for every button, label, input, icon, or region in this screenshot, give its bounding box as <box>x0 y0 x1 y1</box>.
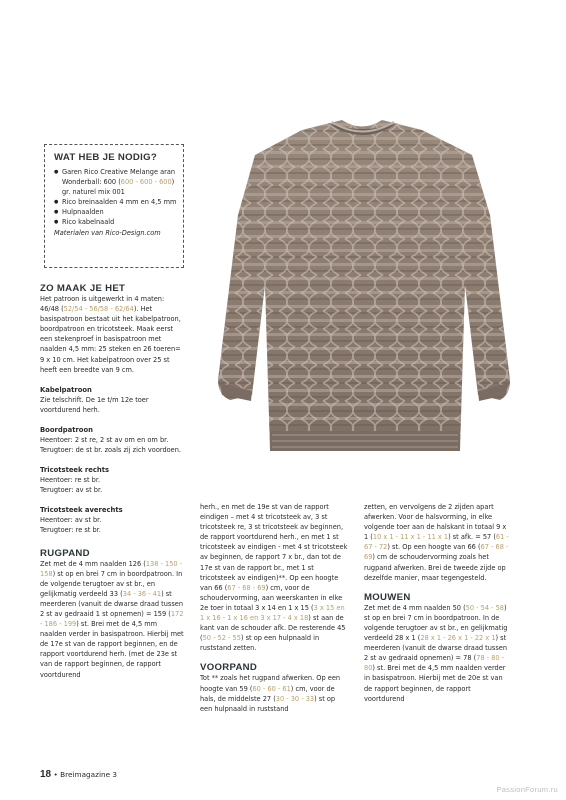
voorpand-continued-text: zetten, en vervolgens de 2 zijden apart afwerken. Voor de halsvorming, in elke volgende toer aan de halskant in totaal 9 x 1 (10 x 1 - 11 x 1 - 11 x 1) st afk. = 57 (61 - 67 - 72) st. Op een hoogte van 66 (67 - 68 - 69) cm de schoudervorming zoals het rugpand afwerken. Brei de tweede zijde op dezelfde manier, maar tegengesteld. <box>364 503 509 582</box>
materials-item: ● Rico breinaalden 4 mm en 4,5 mm <box>54 197 183 207</box>
materials-box <box>44 144 184 268</box>
tricot-rechts-text: Heentoer: re st br. <box>40 476 101 485</box>
kabelpatroon-text: Zie telschrift. De 1e t/m 12e toer voortdurend herh. <box>40 395 149 414</box>
subheading-kabelpatroon: Kabelpatroon <box>40 385 92 394</box>
heading-rugpand: RUGPAND <box>40 547 90 559</box>
footer-bullet: • <box>53 770 58 779</box>
heading-zo-maak-je-het: ZO MAAK JE HET <box>40 283 126 294</box>
materials-title: WAT HEB JE NODIG? <box>54 152 157 163</box>
rugpand-text: Zet met de 4 mm naalden 126 (138 - 150 - 158) st op en brei 7 cm in boordpatroon. In de volgende terugtoer av st br., en gelijkmatig verdeeld 33 (34 - 36 - 41) st meerderen (vanuit de dwarse draad tussen 2 st av gedraaid 1 st opnemen) = 159 (172 - 186 - 199) st. Brei met de 4,5 mm naalden verder in basispatroon. Hierbij met de 17e st van de rapport beginnen, en de rapport voortdurend herh. (met de 23e st van de rapport beginnen, de rapport voortdurend <box>40 559 184 679</box>
subheading-tricotsteek-averechts: Tricotsteek averechts <box>40 506 123 515</box>
column-right <box>364 502 512 704</box>
tricot-averechts-text: Heentoer: av st br. <box>40 516 102 525</box>
page-footer <box>40 769 117 780</box>
subheading-tricotsteek-rechts: Tricotsteek rechts <box>40 466 110 475</box>
mouwen-text: Zet met de 4 mm naalden 50 (50 - 54 - 58) st op en brei 7 cm in boordpatroon. In de volgende terugtoer av st br., en gelijkmatig verdeeld 28 x 1 (28 x 1 - 26 x 1 - 22 x 1) st meerderen (vanuit de dwarse draad tussen 2 st av gedraaid opnemen) = 78 (78 - 80 - 80) st. Brei met de 4,5 mm naalden verder in basispatroon. Hierbij met de 20e st van de rapport beginnen, de rapport voortdurend <box>364 603 508 703</box>
materials-item: ● Garen Rico Creative Melange aran Wonderball: 600 (600 - 600 - 600) gr. naturel mix 001 <box>54 167 183 197</box>
tricot-averechts-text: Terugtoer: re st br. <box>40 526 101 535</box>
subheading-boordpatroon: Boordpatroon <box>40 425 93 434</box>
page-number: 18 <box>40 769 52 780</box>
heading-voorpand: VOORPAND <box>200 662 258 674</box>
materials-item: ● Hulpnaalden <box>54 207 183 217</box>
tricot-rechts-text: Terugtoer: av st br. <box>40 486 103 495</box>
boordpatroon-text: Heentoer: 2 st re, 2 st av om en om br. <box>40 435 169 444</box>
heading-mouwen: MOUWEN <box>364 591 411 603</box>
materials-source: Materialen van Rico-Design.com <box>54 228 161 237</box>
watermark: PassionForum.ru <box>496 785 558 794</box>
magazine-name: Breimagazine 3 <box>60 770 118 779</box>
materials-list <box>54 167 183 228</box>
column-left <box>40 283 185 680</box>
column-middle <box>200 502 348 714</box>
rugpand-continued-text: herh., en met de 19e st van de rapport eindigen – met 4 st tricotsteek av, 3 st tricotsteek re, 3 st tricotsteek av beginnen, de rapport voortdurend herh., en met 1 st tricotsteek av eindigen - met 4 st tricotsteek av beginnen, de rapport 7 x br., dan tot de 17e st van de rapport br., met 1 st tricotsteek av eindigen)**. Op een hoogte van 66 (67 - 68 - 69) cm, voor de schoudervorming, aan weerskanten in elke 2e toer in totaal 3 x 14 en 1 x 15 (3 x 15 en 1 x 16 - 1 x 16 en 3 x 17 - 4 x 18) st aan de kant van de schouder afk. De resterende 45 (50 - 52 - 55) st op een hulpnaald in ruststand zetten. <box>200 503 348 653</box>
boordpatroon-text: Terugtoer: de st br. zoals zij zich voordoen. <box>40 446 181 455</box>
materials-item: ● Rico kabelnaald <box>54 217 183 227</box>
intro-text: Het patroon is uitgewerkt in 4 maten: 46/48 (52/54 - 56/58 - 62/64). Het basispatroon bestaat uit het kabelpatroon, boordpatroon en tricotsteek. Maak eerst een stekenproef in basispatroon met naalden 4,5 mm: 25 steken en 26 toeren= 9 x 10 cm. Het kabelpatroon over 25 st heeft een breedte van 9 cm. <box>40 295 181 374</box>
sweater-photo <box>210 95 515 475</box>
voorpand-text: Tot ** zoals het rugpand afwerken. Op een hoogte van 59 (60 - 60 - 61) cm, voor de hals, de middelste 27 (30 - 30 - 33) st op een hulpnaald in ruststand <box>200 674 341 713</box>
